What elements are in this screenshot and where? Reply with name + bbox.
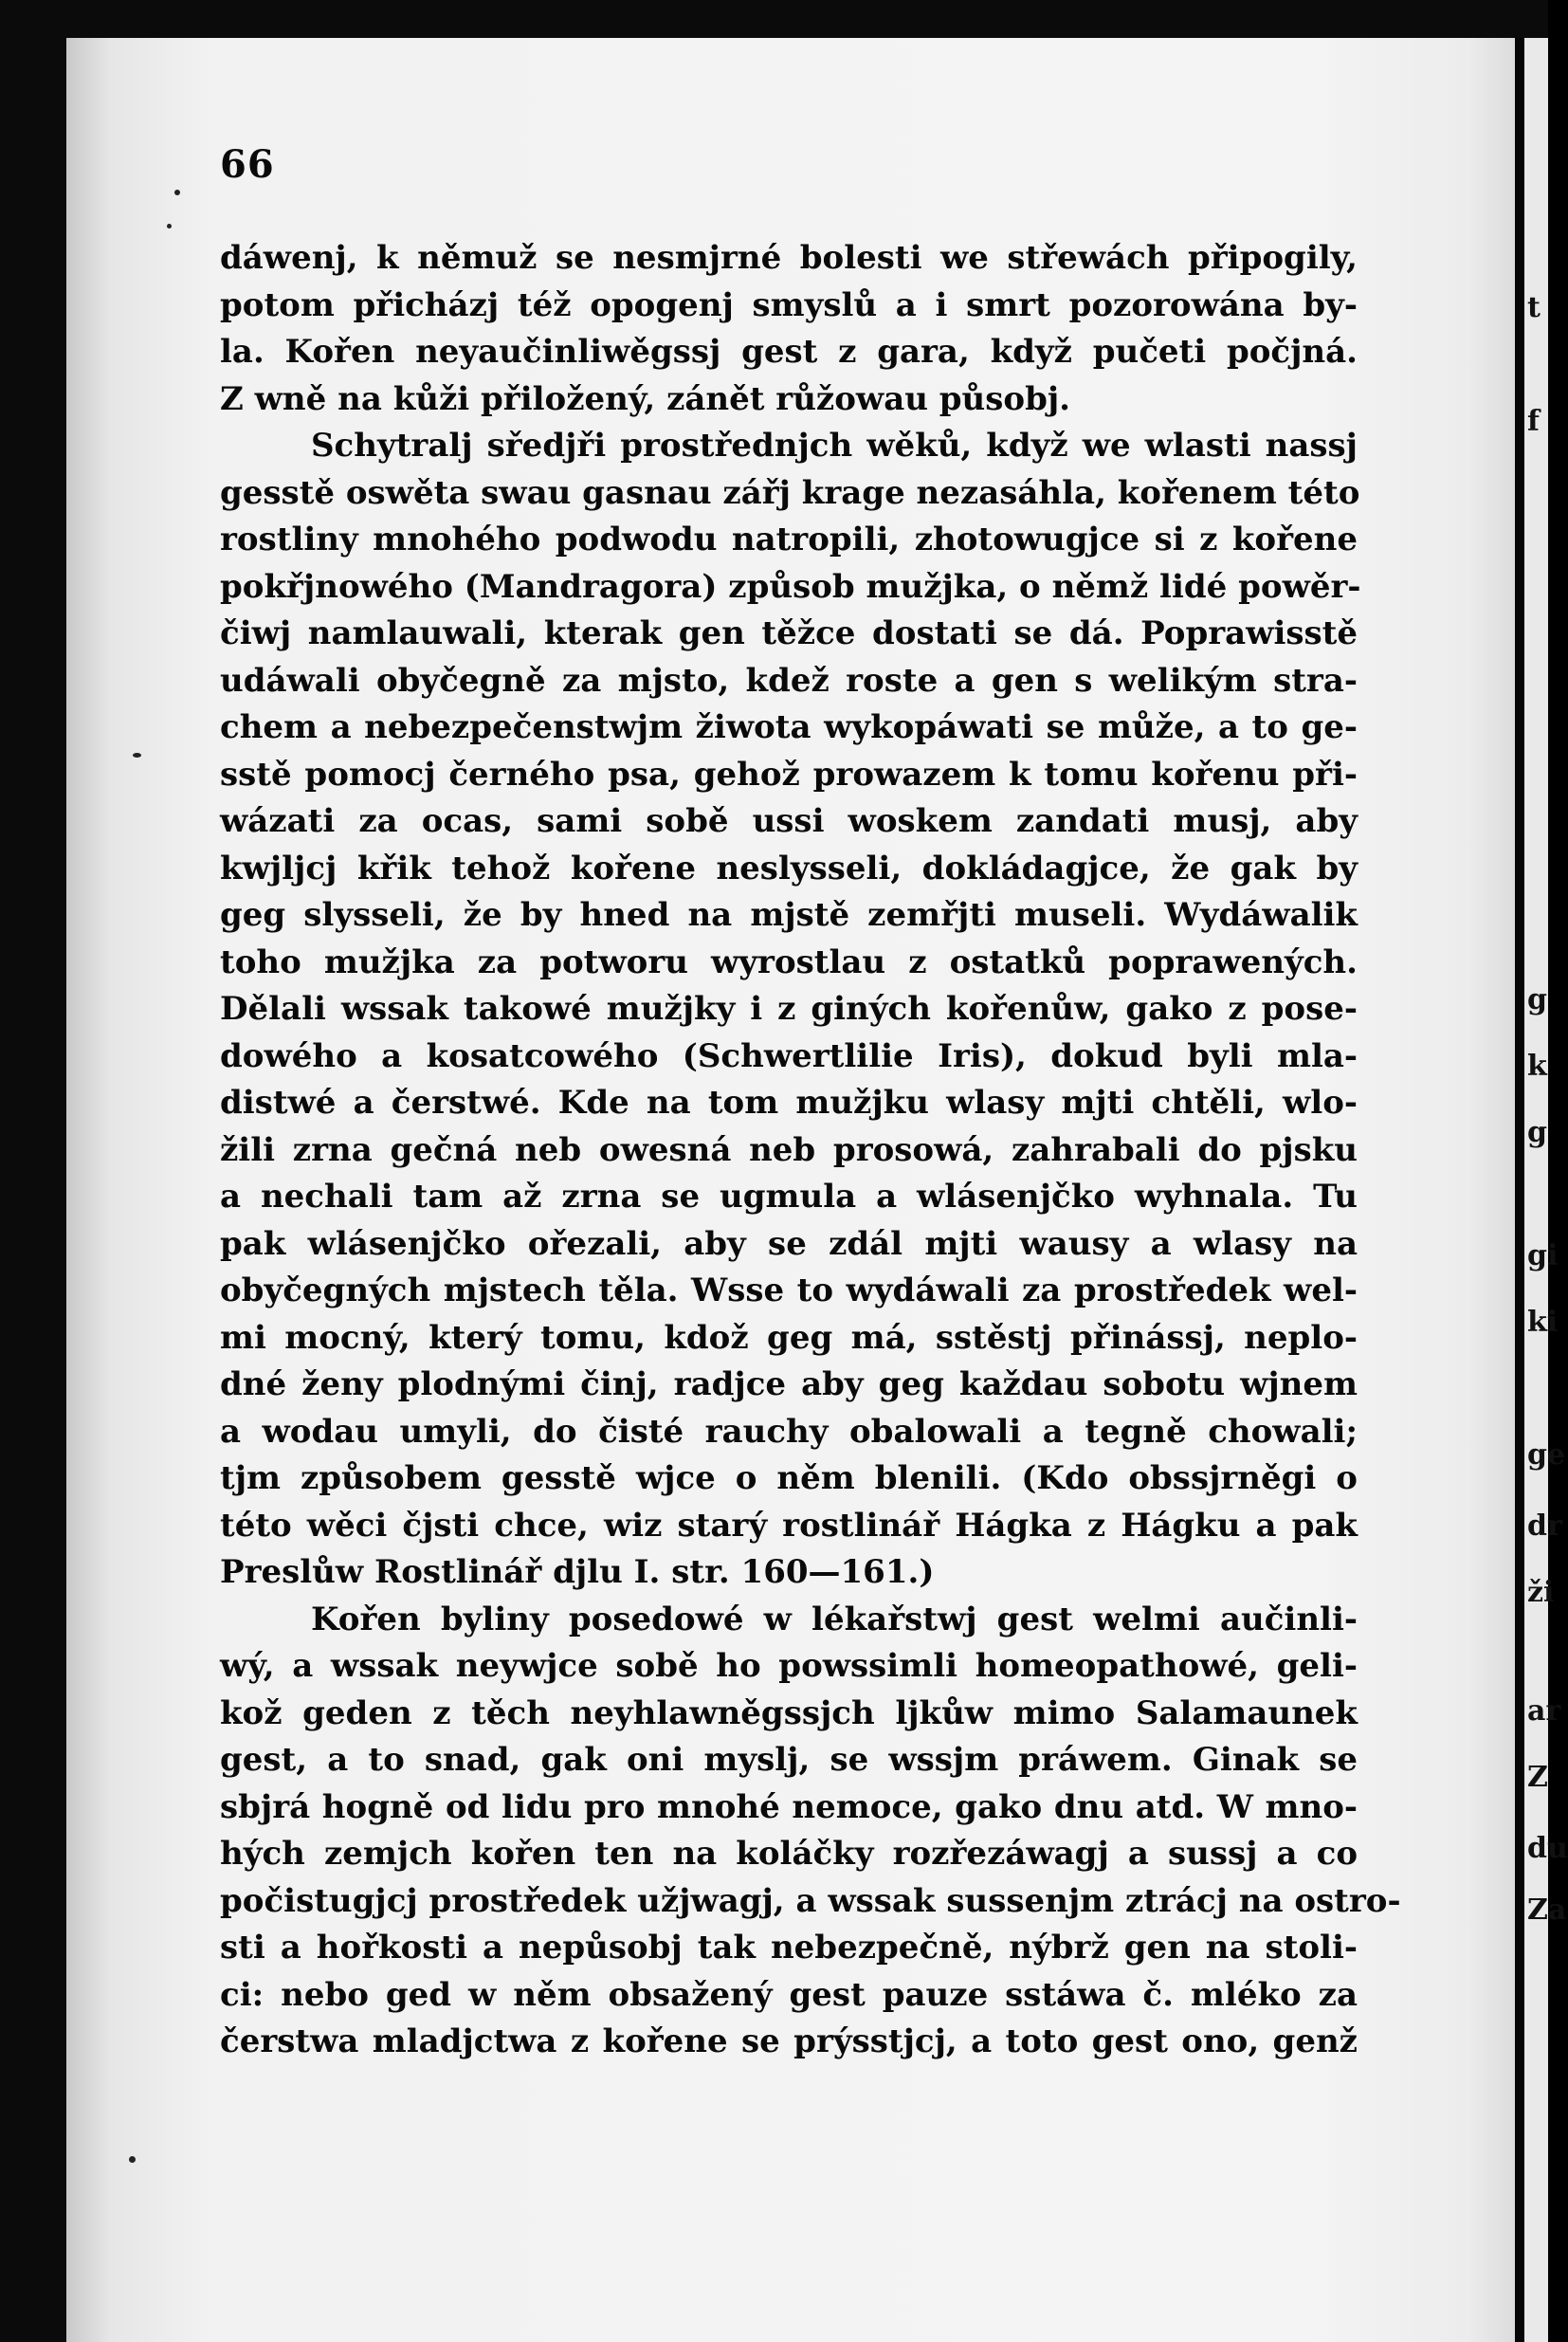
text-line: potom přicházj též opogenj smyslů a i smrt pozorowána by- [220, 285, 1358, 324]
text-line: sstě pomocj černého psa, gehož prowazem k tomu kořenu při- [220, 755, 1358, 794]
text-line: kož geden z těch neyhlawněgssjch ljkůw mimo Salamaunek [220, 1693, 1358, 1732]
text-line: geg slysseli, že by hned na mjstě zemřjti museli. Wydáwalik [220, 896, 1358, 934]
text-line: pak wlásenjčko ořezali, aby se zdál mjti wausy a wlasy na [220, 1224, 1358, 1263]
text-line: počistugjcj prostředek užjwagj, a wssak sussenjm ztrácj na ostro- [220, 1881, 1401, 1920]
facing-page-fragment: Za [1527, 1894, 1567, 1927]
body-text [220, 235, 1401, 2066]
text-line: tjm způsobem gesstě wjce o něm blenili. (Kdo obssjrněgi o [220, 1459, 1358, 1497]
text-line: této wěci čjsti chce, wiz starý rostlinář Hágka z Hágku a pak [220, 1506, 1358, 1545]
text-line: wý, a wssak neywjce sobě ho powssimli homeopathowé, geli- [220, 1647, 1358, 1685]
text-line: Schytralj sředjři prostřednjch wěků, když we wlasti nassj [311, 427, 1358, 465]
text-line: dáwenj, k němuž se nesmjrné bolesti we střewách připogily, [220, 239, 1358, 277]
text-line: toho mužjka za potworu wyrostlau z ostatků poprawených. [220, 942, 1358, 981]
text-line: ci: nebo ged w něm obsažený gest pauze sstáwa č. mléko za [220, 1975, 1358, 2014]
text-line: chem a nebezpečenstwjm žiwota wykopáwati se může, a to ge- [220, 708, 1358, 746]
text-line: Preslůw Rostlinář djlu I. str. 160—161.) [220, 1553, 935, 1591]
facing-page-fragment: ar [1527, 1694, 1561, 1728]
facing-page-fragment: ži [1527, 1576, 1555, 1609]
text-line: sbjrá hogně od lidu pro mnohé nemoce, gako dnu atd. W mno- [220, 1787, 1358, 1826]
facing-page-fragment: ge [1527, 1438, 1566, 1472]
facing-page-fragment: ki [1527, 1306, 1559, 1339]
facing-page-fragment: gi [1527, 1239, 1559, 1272]
facing-page-fragment: k [1527, 1050, 1547, 1083]
facing-page-fragment: t [1527, 291, 1541, 324]
text-line: mi mocný, který tomu, kdož geg má, sstěstj přinássj, neplo- [220, 1318, 1358, 1357]
facing-page-fragment: g [1527, 983, 1547, 1016]
facing-page-fragment: dr [1527, 1509, 1562, 1543]
text-line: dné ženy plodnými činj, radjce aby geg každau sobotu wjnem [220, 1365, 1358, 1403]
text-line: čerstwa mladjctwa z kořene se prýsstjcj, a toto gest ono, genž [220, 2022, 1358, 2060]
text-line: a wodau umyli, do čisté rauchy obalowali a tegně chowali; [220, 1412, 1358, 1451]
text-line: distwé a čerstwé. Kde na tom mužjku wlasy mjti chtěli, wlo- [220, 1084, 1358, 1122]
page-number: 66 [220, 142, 275, 187]
text-line: Kořen byliny posedowé w lékařstwj gest welmi aučinli- [311, 1600, 1358, 1638]
facing-page-fragment: g [1527, 1116, 1547, 1149]
text-line: kwjljcj křik tehož kořene neslysseli, dokládagjce, že gak by [220, 849, 1358, 887]
facing-page-fragment: du [1527, 1832, 1568, 1865]
facing-page-fragment: Z [1527, 1761, 1548, 1794]
page-gutter [1515, 38, 1524, 2342]
text-line: dowého a kosatcowého (Schwertlilie Iris), dokud byli mla- [220, 1036, 1358, 1075]
ink-speck [167, 224, 172, 229]
facing-page-fragment: f [1527, 405, 1540, 438]
text-line: pokřjnowého (Mandragora) způsob mužjka, o němž lidé powěr- [220, 567, 1361, 606]
text-line: žili zrna gečná neb owesná neb prosowá, zahrabali do pjsku [220, 1130, 1358, 1169]
text-line: hých zemjch kořen ten na koláčky rozřezáwagj a sussj a co [220, 1835, 1358, 1873]
ink-speck [129, 2156, 136, 2163]
text-line: gesstě oswěta swau gasnau zářj krage nezasáhla, kořenem této [220, 473, 1360, 512]
text-line: wázati za ocas, sami sobě ussi woskem zandati musj, aby [220, 802, 1358, 840]
text-line: la. Kořen neyaučinliwěgssj gest z gara, když pučeti počjná. [220, 333, 1358, 371]
text-line: Z wně na kůži přiložený, zánět růžowau působj. [220, 379, 1070, 418]
text-line: Dělali wssak takowé mužjky i z giných kořenůw, gako z pose- [220, 990, 1358, 1028]
text-line: čiwj namlauwali, kterak gen těžce dostati se dá. Poprawisstě [220, 614, 1358, 652]
text-line: obyčegných mjstech těla. Wsse to wydáwali za prostředek wel- [220, 1272, 1358, 1309]
text-line: sti a hořkosti a nepůsobj tak nebezpečně, nýbrž gen na stoli- [220, 1929, 1358, 1967]
text-line: a nechali tam až zrna se ugmula a wlásenjčko wyhnala. Tu [220, 1178, 1358, 1216]
text-line: rostliny mnohého podwodu natropili, zhotowugjce si z kořene [220, 521, 1358, 558]
ink-speck [133, 753, 141, 758]
facing-page-edge [1524, 38, 1568, 2342]
text-line: udáwali obyčegně za mjsto, kdež roste a gen s welikým stra- [220, 661, 1358, 700]
ink-speck [174, 190, 180, 195]
text-line: gest, a to snad, gak oni myslj, se wssjm práwem. Ginak se [220, 1741, 1358, 1779]
